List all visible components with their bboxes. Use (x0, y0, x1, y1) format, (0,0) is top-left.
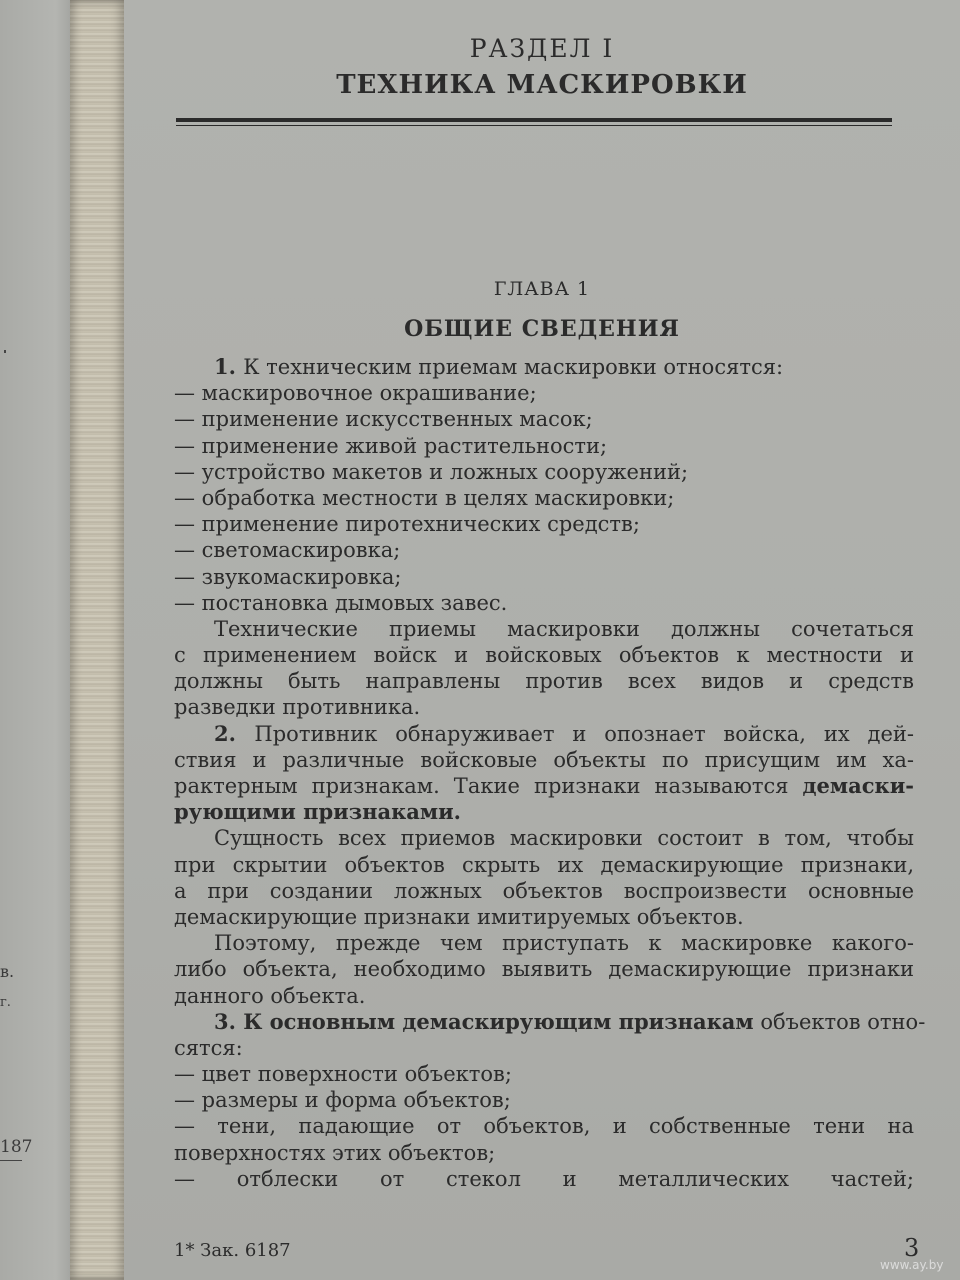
body-text (174, 354, 926, 1192)
bold-text-run: 2. (214, 720, 255, 746)
left-page-mark (4, 350, 6, 353)
text-run: разведки противника. (174, 695, 421, 720)
left-page-edge (0, 0, 80, 1280)
text-line (174, 956, 914, 982)
text-run: — звукомаскировка; (174, 564, 402, 589)
text-line (174, 852, 914, 878)
text-run: — обработка местности в целях маскировки; (174, 485, 675, 510)
text-run: — постановка дымовых завес. (174, 590, 508, 615)
text-run: К техническим приемам маскировки относятся: (243, 355, 784, 379)
text-run: при скрытии объектов скрыть их демаскирующие признаки, (174, 852, 914, 877)
left-page-fragment: 187 (0, 1137, 33, 1157)
text-run: данного объекта. (174, 983, 366, 1008)
text-run: — устройство макетов и ложных сооружений; (174, 459, 689, 484)
text-line (174, 983, 914, 1009)
text-line (174, 485, 914, 511)
book-spine (70, 0, 126, 1280)
chapter-number: ГЛАВА 1 (493, 278, 591, 300)
chapter-title: ОБЩИЕ СВЕДЕНИЯ (404, 316, 680, 342)
text-run: объектов отно- (753, 1009, 926, 1034)
bold-text-run: демаски- (802, 773, 914, 798)
text-run: Технические приемы маскировки должны сочетаться (214, 616, 914, 641)
text-run: — цвет поверхности объектов; (174, 1062, 512, 1087)
text-run: должны быть направлены против всех видов и средств (174, 669, 914, 694)
text-line (174, 354, 914, 380)
bold-text-run: 3. К основным демаскирующим признакам (214, 1008, 754, 1034)
bold-text-run: рующими признаками. (174, 799, 461, 825)
text-line (174, 459, 914, 485)
text-line (174, 564, 914, 590)
text-line (174, 380, 914, 406)
text-line (174, 1061, 914, 1087)
text-run: сятся: (174, 1035, 243, 1060)
text-line (174, 799, 914, 825)
text-line (174, 668, 914, 694)
text-run: — применение живой растительности; (174, 433, 608, 458)
text-run: — размеры и форма объектов; (174, 1088, 511, 1113)
text-line (174, 616, 914, 642)
text-run: либо объекта, необходимо выявить демаскирующие признаки (174, 957, 914, 982)
text-run: поверхностях этих объектов; (174, 1140, 496, 1165)
text-run: демаскирующие признаки имитируемых объектов. (174, 904, 744, 929)
text-line (174, 590, 914, 616)
section-rule-thin (176, 125, 892, 126)
watermark: www.ay.by (880, 1258, 944, 1272)
text-line (174, 721, 914, 747)
printer-signature: 1* Зак. 6187 (174, 1240, 291, 1261)
text-run: ствия и различные войсковые объекты по присущим им ха- (174, 747, 914, 772)
text-line (174, 642, 914, 668)
text-line (174, 930, 914, 956)
page-number: 3 (904, 1234, 920, 1262)
section-rule-thick (176, 118, 892, 122)
text-run: с применением войск и войсковых объектов к местности и (174, 643, 914, 668)
text-run: — тени, падающие от объектов, и собственные тени на (174, 1114, 914, 1139)
book-page (124, 0, 960, 1280)
text-run: — светомаскировка; (174, 538, 401, 563)
left-page-fragment: в. (0, 962, 15, 981)
text-line (174, 1008, 926, 1035)
text-line (174, 878, 914, 904)
left-page-rule (0, 1160, 22, 1161)
text-line (174, 747, 914, 773)
text-run: — маскировочное окрашивание; (174, 381, 537, 406)
text-run: — применение пиротехнических средств; (174, 512, 640, 537)
text-line (174, 694, 914, 720)
text-line (174, 1035, 914, 1061)
text-run: — отблески от стекол и металлических частей; (174, 1166, 914, 1191)
text-run: Противник обнаруживает и опознает войска, их дей- (254, 721, 914, 746)
text-line (174, 773, 914, 799)
left-page-fragment: г. (0, 995, 11, 1010)
text-line (174, 406, 914, 432)
text-line (174, 1113, 914, 1139)
text-line (174, 1087, 914, 1113)
text-line (174, 1140, 914, 1166)
section-title: ТЕХНИКА МАСКИРОВКИ (336, 70, 748, 100)
text-line (174, 511, 914, 537)
text-run: — применение искусственных масок; (174, 407, 593, 432)
text-run: рактерным признакам. Такие признаки называются (174, 774, 803, 798)
text-line (174, 904, 914, 930)
text-line (174, 537, 914, 563)
text-line (174, 433, 914, 459)
section-label: РАЗДЕЛ I (469, 34, 615, 63)
text-line (174, 825, 914, 851)
text-run: Сущность всех приемов маскировки состоит в том, чтобы (214, 826, 914, 851)
text-run: а при создании ложных объектов воспроизвести основные (174, 878, 914, 903)
bold-text-run: 1. (214, 354, 244, 379)
text-line (174, 1166, 914, 1192)
text-run: Поэтому, прежде чем приступать к маскировке какого- (214, 931, 914, 956)
